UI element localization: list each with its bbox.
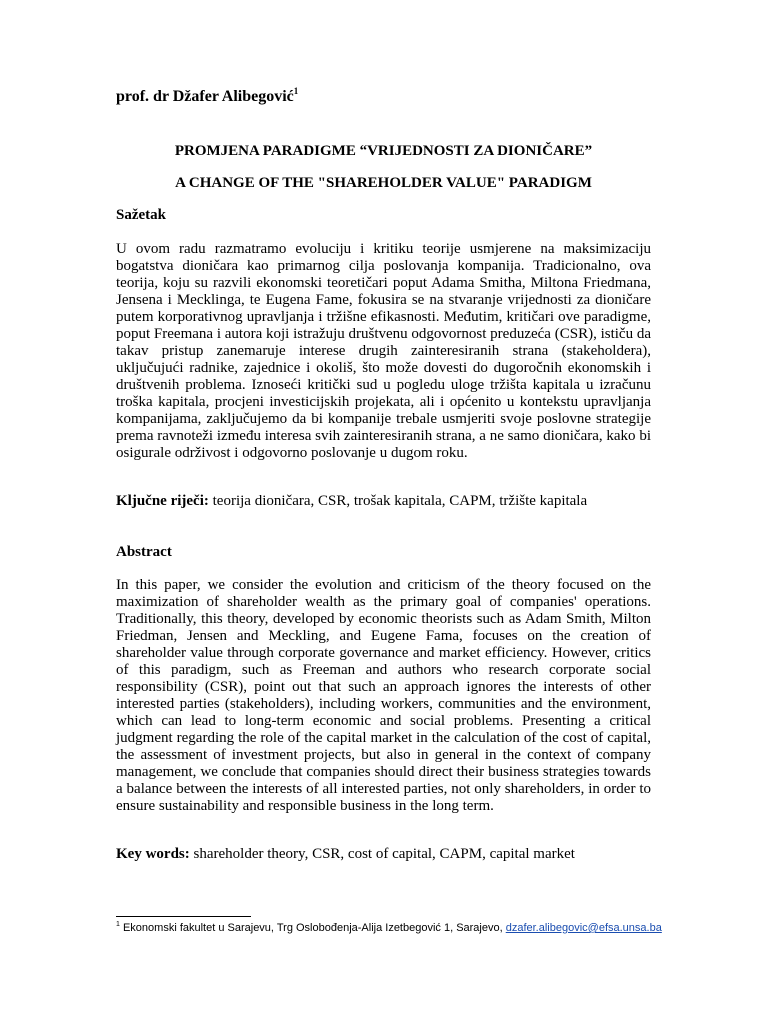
sazetak-keywords [116,493,651,510]
author-name: prof. dr Džafer Alibegović [116,88,294,105]
sazetak-keywords-list: teorija dioničara, CSR, trošak kapitala, CAPM, tržište kapitala [208,493,588,509]
abstract-text: In this paper, we consider the evolution and criticism of the theory focused on the maximization of shareholder wealth as the primary goal of companies' operations. Traditionally, this theory, developed by economic theorists such as Adam Smith, Milton Friedman, Jensen and Meckling, and Eugene Fama, focuses on the creation of shareholder value through corporate governance and market efficiency. However, critics of this paradigm, such as Freeman and authors who research corporate social responsibility (CSR), point out that such an approach ignores the interests of other interested parties (stakeholders), including workers, communities and the environment, which can lead to long-term economic and social problems. Presenting a critical judgment regarding the role of the capital market in the calculation of the cost of capital, the assessment of investment projects, but also in general in the context of company management, we conclude that companies should direct their business strategies towards a balance between the interests of all interested parties, not only shareholders, in order to ensure sustainability and responsible business in the long term. [116,577,651,814]
title-english: A CHANGE OF THE "SHAREHOLDER VALUE" PARADIGM [175,175,592,191]
abstract-keywords [116,846,651,863]
author-footnote-mark: 1 [293,86,299,96]
sazetak-text: U ovom radu razmatramo evoluciju i kritiku teorije usmjerene na maksimizaciju bogatstva dioničara kao primarnog cilja poslovanja kompanija. Tradicionalno, ova teorija, koju su razvili ekonomski teoretičari poput Adama Smitha, Miltona Friedmana, Jensena i Mecklinga, te Eugena Fame, fokusira se na stvaranje vrijednosti za dioničare putem korporativnog upravljanja i tržišne efikasnosti. Međutim, kritičari ove paradigme, poput Freemana i autora koji istražuju društvenu odgovornost preduzeća (CSR), ističu da takav pristup zanemaruje interese drugih zainteresiranih strana (stakeholdera), uključujući radnike, zajednice i okoliš, što može dovesti do dugoročnih ekonomskih i društvenih problema. Iznoseći kritički sud u pogledu uloge tržišta kapitala u izračunu troška kapitala, procjeni investicijskih projekata, ali i općenito u kontekstu upravljanja kompanijama, zaključujemo da bi kompanije trebale usmjeriti svoje poslovne strategije prema ravnoteži između interesa svih zainteresiranih strana, a ne samo dioničara, kako bi osigurale održivost i odgovorno poslovanje u dugom roku. [116,241,651,461]
abstract-keywords-list: shareholder theory, CSR, cost of capital, CAPM, capital market [189,846,575,862]
footnote [116,922,662,934]
abstract-keywords-label: Key words: [116,846,190,862]
footnote-affiliation: Ekonomski fakultet u Sarajevu, Trg Oslobođenja-Alija Izetbegović 1, Sarajevo, [119,922,506,934]
sazetak-heading: Sažetak [116,207,166,223]
author-line [116,88,298,106]
sazetak-keywords-label: Ključne riječi: [116,493,209,509]
abstract-heading: Abstract [116,544,172,560]
title-bosnian: PROMJENA PARADIGME “VRIJEDNOSTI ZA DIONIČARE” [174,143,593,159]
footnote-divider [116,916,251,917]
footnote-mark: 1 [116,921,120,928]
author-email-link[interactable]: dzafer.alibegovic@efsa.unsa.ba [505,922,662,934]
